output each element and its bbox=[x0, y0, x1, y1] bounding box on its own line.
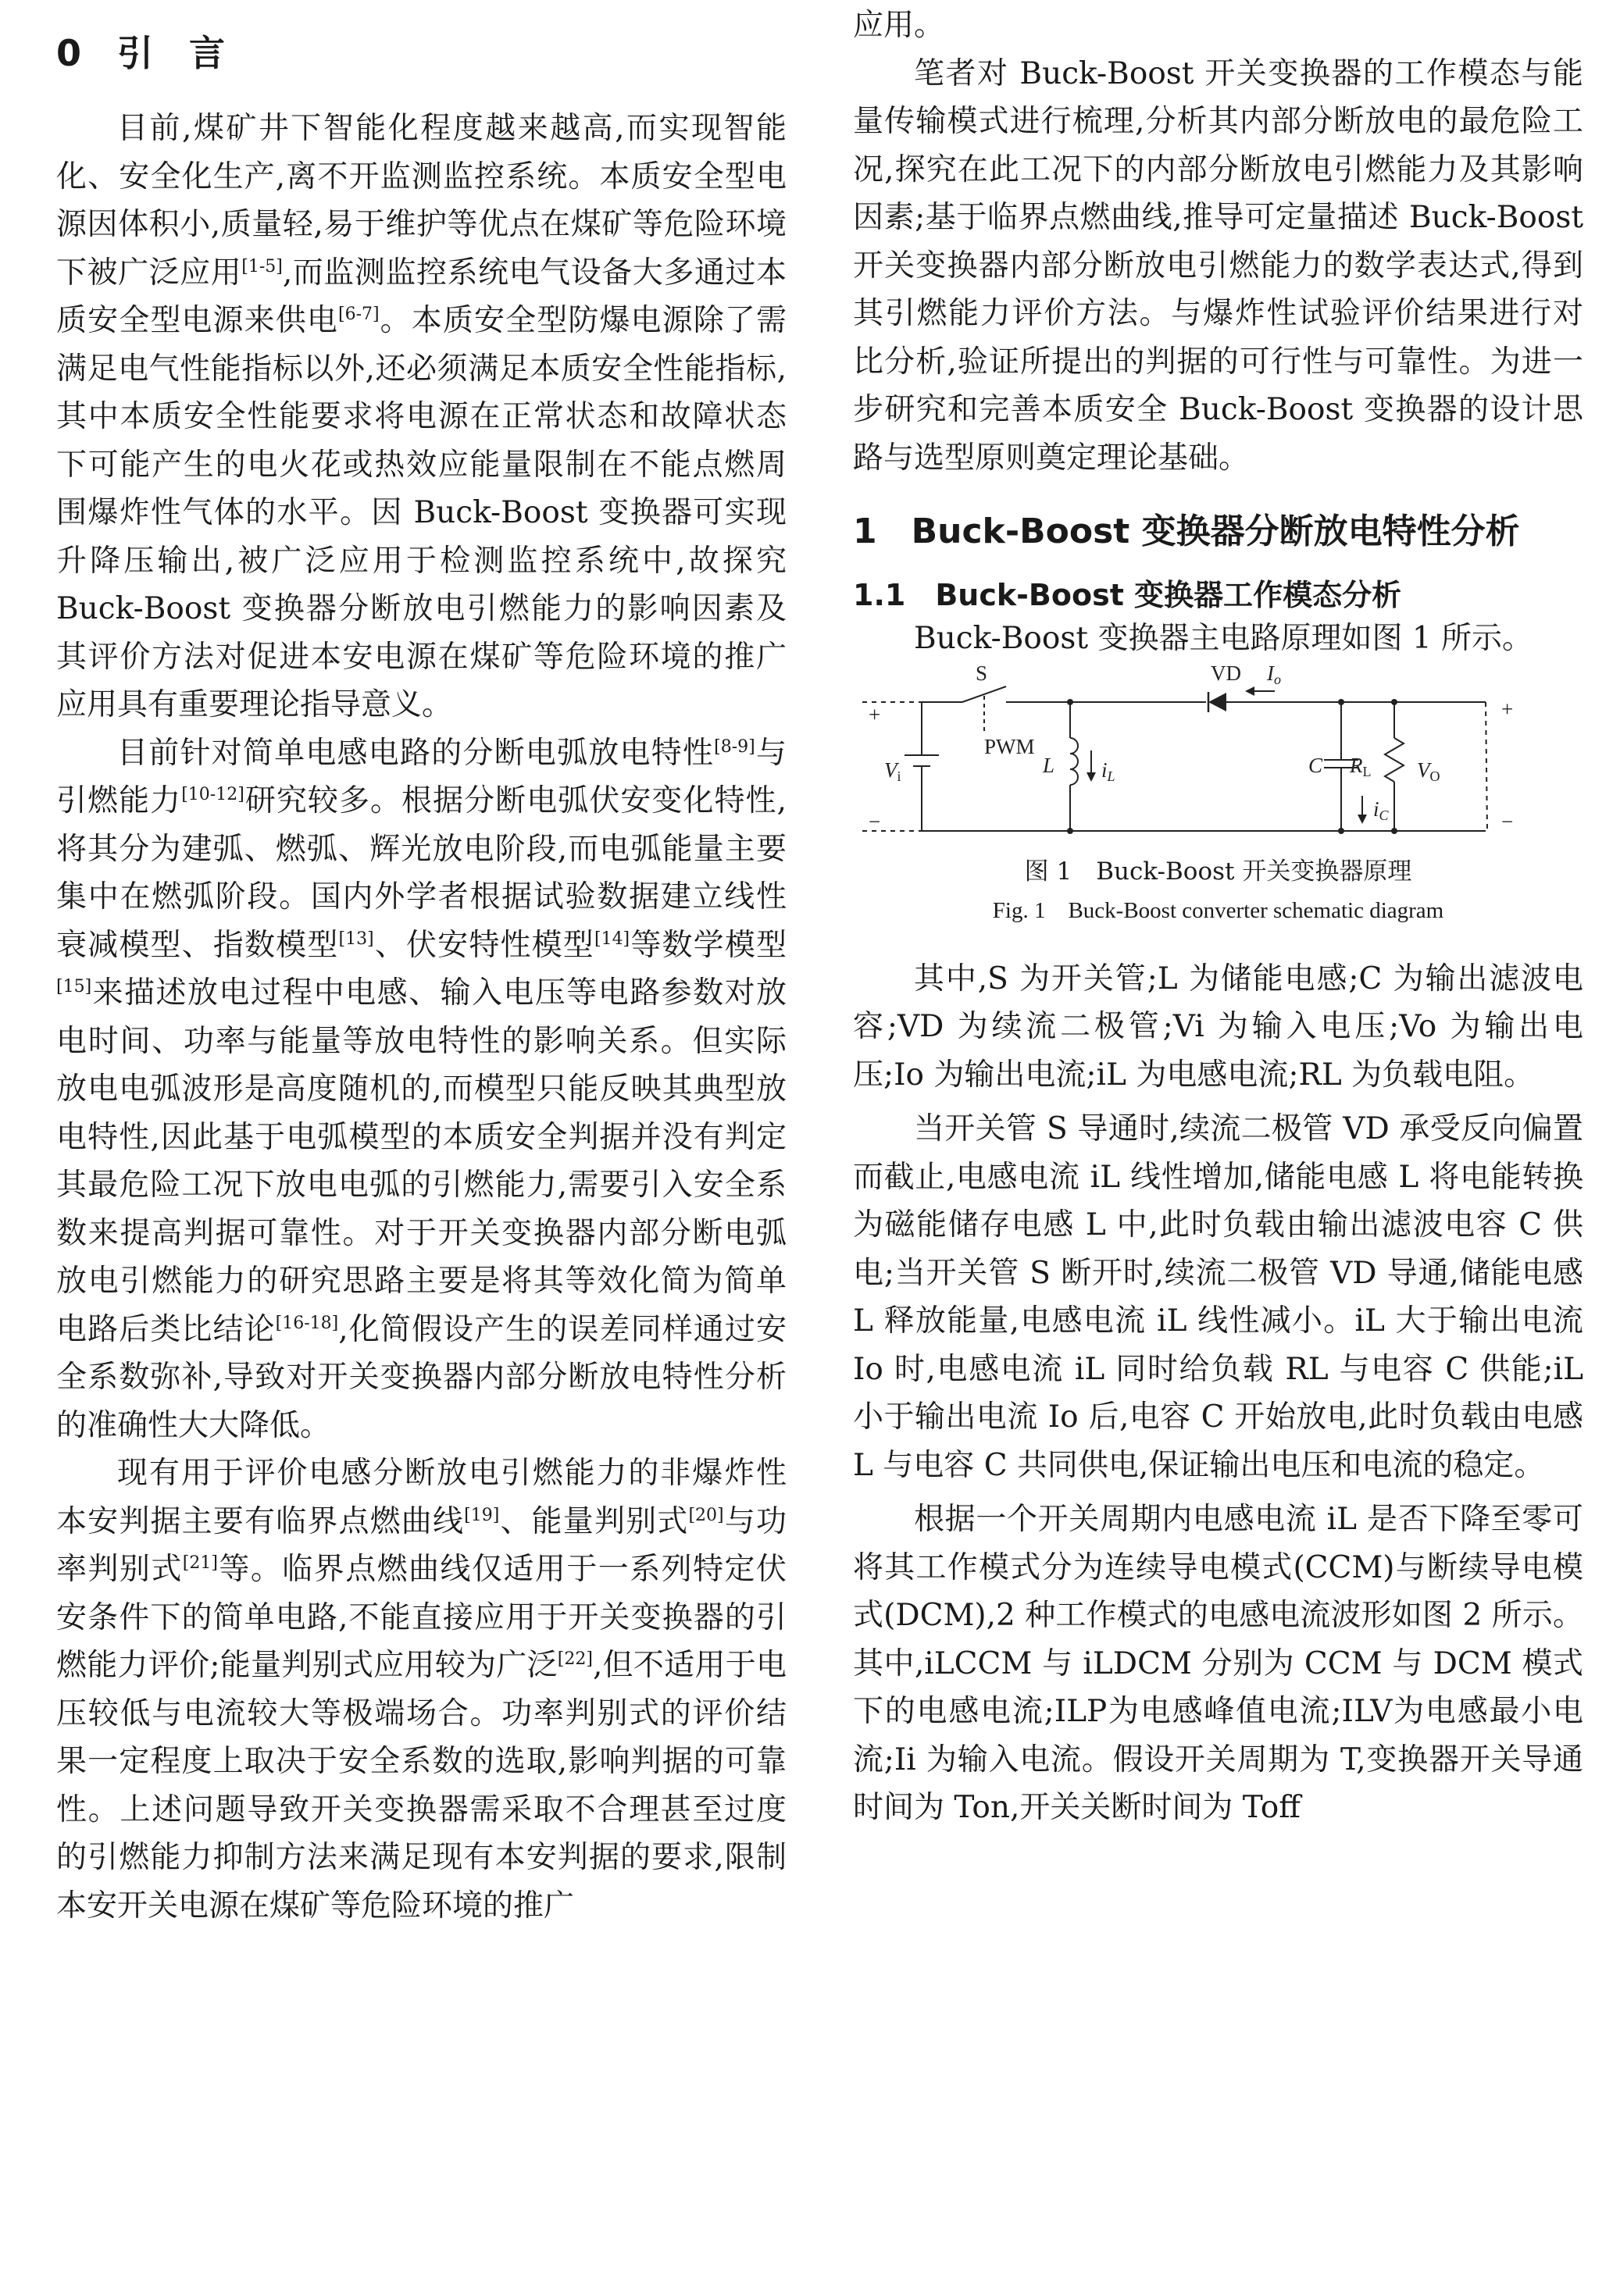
figure-1-caption-en: Fig. 1 Buck-Boost converter schematic diagram bbox=[992, 897, 1444, 923]
section-1-heading: 1 Buck-Boost 变换器分断放电特性分析 bbox=[853, 512, 1520, 551]
label-Vi: Vi bbox=[884, 758, 901, 784]
label-Io: Io bbox=[1267, 662, 1281, 687]
right-column bbox=[853, 0, 1583, 1832]
mode-description: 根据一个开关周期内电感电流 iL 是否下降至零可将其工作模式分为连续导电模式(CCM)与断续导电模式(DCM),2 种工作模式的电感电流波形如图 2 所示。其中,iLCCM 与 iLDCM 分别为 CCM 与 DCM 模式下的电感电流;ILP为电感峰值电流;ILV为电感最小电流;Ii 为输入电流。假设开关周期为 T,变换器开关导通时间为 Ton,开关关断时间为 Toff bbox=[853, 1502, 1583, 1825]
intro-paragraph-2: 目前针对简单电感电路的分断电弧放电特性[8-9]与引燃能力[10-12]研究较多。根据分断电弧伏安变化特性,将其分为建弧、燃弧、辉光放电阶段,而电弧能量主要集中在燃弧阶段。国内外学者根据试验数据建立线性衰减模型、指数模型[13]、伏安特性模型[14]等数学模型[15]来描述放电过程中电感、输入电压等电路参数对放电时间、功率与能量等放电特性的影响关系。但实际放电电弧波形是高度随机的,而模型只能反映其典型放电特性,因此基于电弧模型的本质安全判据并没有判定其最危险工况下放电电弧的引燃能力,需要引入安全系数来提高判据可靠性。对于开关变换器内部分断电弧放电引燃能力的研究思路主要是将其等效化简为简单电路后类比结论[16-18],化简假设产生的误差同样通过安全系数弥补,导致对开关变换器内部分断放电特性分析的准确性大大降低。 bbox=[56, 735, 787, 1443]
label-iL: iL bbox=[1101, 758, 1115, 784]
figure-1-caption-cn: 图 1 Buck-Boost 开关变换器原理 bbox=[1024, 857, 1412, 886]
section-0-heading: 0 引 言 bbox=[56, 32, 226, 74]
figure-intro-text: Buck-Boost 变换器主电路原理如图 1 所示。 bbox=[914, 621, 1533, 656]
label-iC: iC bbox=[1373, 797, 1389, 823]
label-S: S bbox=[976, 662, 988, 685]
label-minus-in: − bbox=[869, 809, 881, 833]
label-C: C bbox=[1308, 753, 1323, 777]
label-plus-in: + bbox=[869, 702, 881, 726]
component-description: 其中,S 为开关管;L 为储能电感;C 为输出滤波电容;VD 为续流二极管;Vi 为输入电压;Vo 为输出电压;Io 为输出电流;iL 为电感电流;RL 为负载电阻。 bbox=[853, 961, 1583, 1093]
figure-1-schematic bbox=[853, 663, 1583, 850]
circuit-diagram bbox=[853, 663, 1583, 850]
section-1-1-heading: 1.1 Buck-Boost 变换器工作模态分析 bbox=[853, 578, 1402, 612]
label-PWM: PWM bbox=[984, 734, 1035, 758]
continuation-text: 应用。 bbox=[853, 8, 945, 43]
label-L: L bbox=[1043, 753, 1055, 777]
label-VD: VD bbox=[1211, 662, 1241, 685]
intro-paragraph-1: 目前,煤矿井下智能化程度越来越高,而实现智能化、安全化生产,离不开监测监控系统。本质安全型电源因体积小,质量轻,易于维护等优点在煤矿等危险环境下被广泛应用[1-5],而监测监控系统电气设备大多通过本质安全型电源来供电[6-7]。本质安全型防爆电源除了需满足电气性能指标以外,还必须满足本质安全性能指标,其中本质安全性能要求将电源在正常状态和故障状态下可能产生的电火花或热效应能量限制在不能点燃周围爆炸性气体的水平。因 Buck-Boost 变换器可实现升降压输出,被广泛应用于检测监控系统中,故探究 Buck-Boost 变换器分断放电引燃能力的影响因素及其评价方法对促进本安电源在煤矿等危险环境的推广应用具有重要理论指导意义。 bbox=[56, 111, 787, 722]
label-Vo: VO bbox=[1417, 758, 1440, 784]
intro-paragraph-4: 笔者对 Buck-Boost 开关变换器的工作模态与能量传输模式进行梳理,分析其内部分断放电的最危险工况,探究在此工况下的内部分断放电引燃能力及其影响因素;基于临界点燃曲线,推导可定量描述 Buck-Boost 开关变换器内部分断放电引燃能力的数学表达式,得到其引燃能力评价方法。与爆炸性试验评价结果进行对比分析,验证所提出的判据的可行性与可靠性。为进一步研究和完善本质安全 Buck-Boost 变换器的设计思路与选型原则奠定理论基础。 bbox=[853, 55, 1583, 476]
label-minus-out: − bbox=[1501, 809, 1514, 833]
label-plus-out: + bbox=[1501, 697, 1514, 721]
left-column bbox=[56, 0, 787, 1930]
intro-paragraph-3: 现有用于评价电感分断放电引燃能力的非爆炸性本安判据主要有临界点燃曲线[19]、能量判别式[20]与功率判别式[21]等。临界点燃曲线仅适用于一系列特定伏安条件下的简单电路,不能直接应用于开关变换器的引燃能力评价;能量判别式应用较为广泛[22],但不适用于电压较低与电流较大等极端场合。功率判别式的评价结果一定程度上取决于安全系数的选取,影响判据的可靠性。上述问题导致开关变换器需采取不合理甚至过度的引燃能力抑制方法来满足现有本安判据的要求,限制本安开关电源在煤矿等危险环境的推广 bbox=[56, 1456, 787, 1923]
operation-description: 当开关管 S 导通时,续流二极管 VD 承受反向偏置而截止,电感电流 iL 线性增加,储能电感 L 将电能转换为磁能储存电感 L 中,此时负载由输出滤波电容 C 供电;当开关管 S 断开时,续流二极管 VD 导通,储能电感 L 释放能量,电感电流 iL 线性减小。iL 大于输出电流 Io 时,电感电流 iL 同时给负载 RL 与电容 C 供能;iL 小于输出电流 Io 后,电容 C 开始放电,此时负载由电感 L 与电容 C 共同供电,保证输出电压和电流的稳定。 bbox=[853, 1111, 1583, 1483]
label-RL: RL bbox=[1350, 753, 1372, 779]
